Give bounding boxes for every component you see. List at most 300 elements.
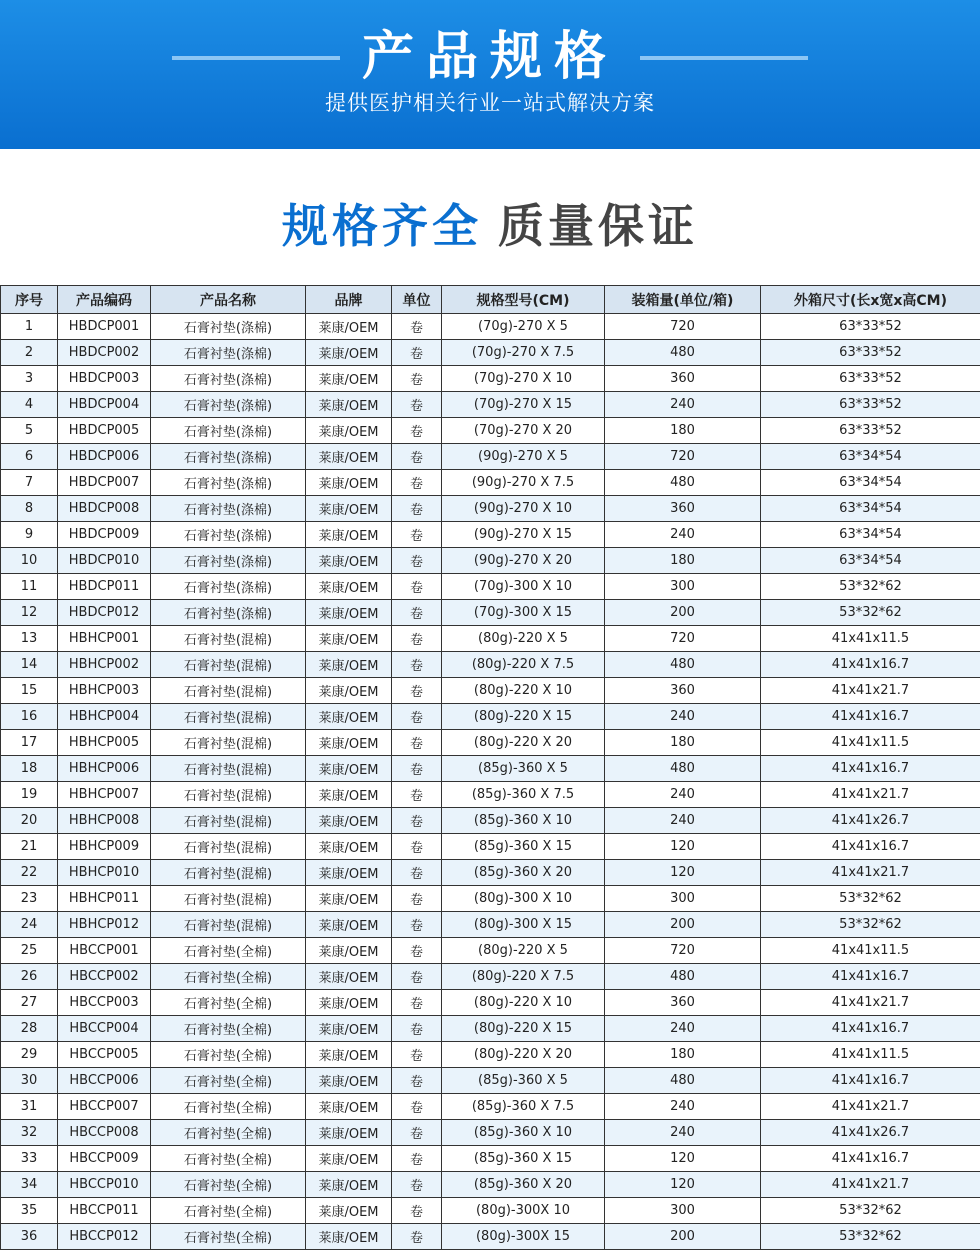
cell-name: 石膏衬垫(混棉)	[151, 860, 306, 886]
cell-code: HBDCP006	[58, 444, 151, 470]
cell-carton-size: 41x41x16.7	[761, 964, 980, 990]
cell-packing: 180	[605, 1042, 761, 1068]
cell-carton-size: 41x41x21.7	[761, 1094, 980, 1120]
cell-brand: 莱康/OEM	[306, 808, 392, 834]
cell-code: HBDCP012	[58, 600, 151, 626]
cell-unit: 卷	[392, 418, 442, 444]
cell-index: 15	[1, 678, 58, 704]
cell-packing: 720	[605, 626, 761, 652]
table-row	[1, 574, 980, 600]
cell-brand: 莱康/OEM	[306, 834, 392, 860]
cell-unit: 卷	[392, 496, 442, 522]
cell-unit: 卷	[392, 522, 442, 548]
cell-name: 石膏衬垫(混棉)	[151, 912, 306, 938]
cell-packing: 480	[605, 340, 761, 366]
cell-packing: 240	[605, 704, 761, 730]
cell-index: 22	[1, 860, 58, 886]
cell-brand: 莱康/OEM	[306, 678, 392, 704]
cell-code: HBHCP004	[58, 704, 151, 730]
table-row	[1, 834, 980, 860]
cell-spec: (90g)-270 X 7.5	[442, 470, 605, 496]
table-row	[1, 1146, 980, 1172]
cell-brand: 莱康/OEM	[306, 496, 392, 522]
cell-packing: 480	[605, 1068, 761, 1094]
cell-name: 石膏衬垫(混棉)	[151, 756, 306, 782]
cell-index: 23	[1, 886, 58, 912]
cell-name: 石膏衬垫(涤棉)	[151, 600, 306, 626]
col-header-index: 序号	[1, 286, 58, 314]
cell-name: 石膏衬垫(涤棉)	[151, 574, 306, 600]
slogan-part-1: 规格齐全	[282, 199, 482, 253]
cell-code: HBCCP007	[58, 1094, 151, 1120]
cell-code: HBDCP010	[58, 548, 151, 574]
cell-name: 石膏衬垫(全棉)	[151, 964, 306, 990]
cell-spec: (85g)-360 X 5	[442, 756, 605, 782]
cell-index: 13	[1, 626, 58, 652]
cell-brand: 莱康/OEM	[306, 1146, 392, 1172]
cell-unit: 卷	[392, 886, 442, 912]
cell-code: HBDCP005	[58, 418, 151, 444]
cell-index: 34	[1, 1172, 58, 1198]
cell-spec: (90g)-270 X 20	[442, 548, 605, 574]
table-row	[1, 756, 980, 782]
cell-code: HBCCP006	[58, 1068, 151, 1094]
cell-unit: 卷	[392, 730, 442, 756]
cell-code: HBCCP001	[58, 938, 151, 964]
cell-index: 19	[1, 782, 58, 808]
cell-code: HBCCP011	[58, 1198, 151, 1224]
table-row	[1, 938, 980, 964]
cell-code: HBDCP001	[58, 314, 151, 340]
cell-code: HBDCP003	[58, 366, 151, 392]
cell-index: 31	[1, 1094, 58, 1120]
cell-name: 石膏衬垫(混棉)	[151, 704, 306, 730]
cell-index: 12	[1, 600, 58, 626]
cell-spec: (80g)-220 X 7.5	[442, 652, 605, 678]
cell-spec: (80g)-220 X 20	[442, 1042, 605, 1068]
cell-spec: (70g)-300 X 15	[442, 600, 605, 626]
table-row	[1, 1016, 980, 1042]
cell-packing: 200	[605, 600, 761, 626]
cell-unit: 卷	[392, 990, 442, 1016]
cell-brand: 莱康/OEM	[306, 1172, 392, 1198]
cell-name: 石膏衬垫(全棉)	[151, 1172, 306, 1198]
cell-code: HBDCP009	[58, 522, 151, 548]
cell-brand: 莱康/OEM	[306, 886, 392, 912]
cell-index: 20	[1, 808, 58, 834]
cell-packing: 720	[605, 314, 761, 340]
cell-unit: 卷	[392, 1094, 442, 1120]
table-row	[1, 392, 980, 418]
cell-unit: 卷	[392, 1198, 442, 1224]
cell-name: 石膏衬垫(混棉)	[151, 678, 306, 704]
cell-unit: 卷	[392, 652, 442, 678]
cell-spec: (80g)-220 X 5	[442, 938, 605, 964]
cell-unit: 卷	[392, 964, 442, 990]
cell-code: HBCCP012	[58, 1224, 151, 1250]
cell-carton-size: 63*33*52	[761, 392, 980, 418]
cell-index: 8	[1, 496, 58, 522]
cell-packing: 480	[605, 470, 761, 496]
cell-name: 石膏衬垫(全棉)	[151, 1094, 306, 1120]
table-row	[1, 704, 980, 730]
col-header-name: 产品名称	[151, 286, 306, 314]
cell-carton-size: 53*32*62	[761, 574, 980, 600]
cell-index: 30	[1, 1068, 58, 1094]
cell-packing: 240	[605, 1120, 761, 1146]
cell-code: HBHCP002	[58, 652, 151, 678]
cell-carton-size: 41x41x11.5	[761, 626, 980, 652]
cell-name: 石膏衬垫(全棉)	[151, 1120, 306, 1146]
cell-packing: 480	[605, 964, 761, 990]
table-row	[1, 990, 980, 1016]
cell-spec: (85g)-360 X 15	[442, 1146, 605, 1172]
cell-packing: 180	[605, 730, 761, 756]
cell-code: HBHCP009	[58, 834, 151, 860]
cell-unit: 卷	[392, 782, 442, 808]
cell-carton-size: 41x41x16.7	[761, 756, 980, 782]
table-row	[1, 1094, 980, 1120]
table-row	[1, 678, 980, 704]
cell-unit: 卷	[392, 626, 442, 652]
cell-brand: 莱康/OEM	[306, 366, 392, 392]
cell-code: HBCCP004	[58, 1016, 151, 1042]
cell-code: HBHCP011	[58, 886, 151, 912]
cell-spec: (80g)-220 X 7.5	[442, 964, 605, 990]
cell-index: 33	[1, 1146, 58, 1172]
cell-index: 24	[1, 912, 58, 938]
cell-index: 35	[1, 1198, 58, 1224]
cell-code: HBHCP003	[58, 678, 151, 704]
cell-carton-size: 53*32*62	[761, 1198, 980, 1224]
cell-spec: (85g)-360 X 5	[442, 1068, 605, 1094]
cell-packing: 480	[605, 652, 761, 678]
cell-carton-size: 41x41x16.7	[761, 704, 980, 730]
cell-carton-size: 63*34*54	[761, 548, 980, 574]
cell-index: 18	[1, 756, 58, 782]
cell-spec: (85g)-360 X 7.5	[442, 782, 605, 808]
cell-packing: 240	[605, 808, 761, 834]
cell-index: 32	[1, 1120, 58, 1146]
cell-code: HBCCP005	[58, 1042, 151, 1068]
cell-carton-size: 63*33*52	[761, 340, 980, 366]
cell-carton-size: 41x41x16.7	[761, 1016, 980, 1042]
cell-name: 石膏衬垫(混棉)	[151, 886, 306, 912]
cell-brand: 莱康/OEM	[306, 1224, 392, 1250]
cell-unit: 卷	[392, 340, 442, 366]
cell-spec: (90g)-270 X 10	[442, 496, 605, 522]
cell-spec: (70g)-270 X 15	[442, 392, 605, 418]
cell-index: 3	[1, 366, 58, 392]
cell-brand: 莱康/OEM	[306, 652, 392, 678]
cell-code: HBHCP005	[58, 730, 151, 756]
cell-index: 27	[1, 990, 58, 1016]
cell-name: 石膏衬垫(涤棉)	[151, 392, 306, 418]
cell-unit: 卷	[392, 548, 442, 574]
cell-code: HBCCP003	[58, 990, 151, 1016]
cell-name: 石膏衬垫(涤棉)	[151, 314, 306, 340]
cell-name: 石膏衬垫(全棉)	[151, 1016, 306, 1042]
cell-brand: 莱康/OEM	[306, 860, 392, 886]
cell-unit: 卷	[392, 392, 442, 418]
table-row	[1, 1042, 980, 1068]
table-row	[1, 314, 980, 340]
table-row	[1, 1198, 980, 1224]
cell-index: 21	[1, 834, 58, 860]
cell-carton-size: 41x41x16.7	[761, 834, 980, 860]
cell-unit: 卷	[392, 938, 442, 964]
cell-code: HBHCP012	[58, 912, 151, 938]
cell-name: 石膏衬垫(涤棉)	[151, 444, 306, 470]
cell-spec: (80g)-300X 15	[442, 1224, 605, 1250]
cell-index: 17	[1, 730, 58, 756]
cell-brand: 莱康/OEM	[306, 1094, 392, 1120]
cell-spec: (80g)-220 X 15	[442, 704, 605, 730]
cell-carton-size: 41x41x11.5	[761, 1042, 980, 1068]
cell-code: HBHCP006	[58, 756, 151, 782]
cell-name: 石膏衬垫(涤棉)	[151, 548, 306, 574]
cell-name: 石膏衬垫(全棉)	[151, 1068, 306, 1094]
cell-index: 4	[1, 392, 58, 418]
cell-packing: 360	[605, 366, 761, 392]
cell-spec: (90g)-270 X 15	[442, 522, 605, 548]
cell-unit: 卷	[392, 1120, 442, 1146]
cell-packing: 240	[605, 782, 761, 808]
cell-code: HBDCP008	[58, 496, 151, 522]
cell-unit: 卷	[392, 444, 442, 470]
cell-index: 7	[1, 470, 58, 496]
cell-name: 石膏衬垫(涤棉)	[151, 470, 306, 496]
cell-spec: (70g)-300 X 10	[442, 574, 605, 600]
table-body	[1, 314, 980, 1250]
cell-index: 1	[1, 314, 58, 340]
cell-carton-size: 63*34*54	[761, 470, 980, 496]
cell-carton-size: 41x41x21.7	[761, 990, 980, 1016]
cell-index: 6	[1, 444, 58, 470]
table-row	[1, 626, 980, 652]
cell-unit: 卷	[392, 678, 442, 704]
cell-brand: 莱康/OEM	[306, 470, 392, 496]
cell-name: 石膏衬垫(全棉)	[151, 1198, 306, 1224]
cell-name: 石膏衬垫(混棉)	[151, 652, 306, 678]
cell-name: 石膏衬垫(混棉)	[151, 834, 306, 860]
cell-brand: 莱康/OEM	[306, 574, 392, 600]
table-row	[1, 418, 980, 444]
cell-packing: 240	[605, 1016, 761, 1042]
table-row	[1, 522, 980, 548]
cell-packing: 720	[605, 444, 761, 470]
cell-brand: 莱康/OEM	[306, 990, 392, 1016]
cell-brand: 莱康/OEM	[306, 730, 392, 756]
table-row	[1, 886, 980, 912]
cell-packing: 300	[605, 574, 761, 600]
cell-brand: 莱康/OEM	[306, 392, 392, 418]
cell-packing: 360	[605, 678, 761, 704]
cell-brand: 莱康/OEM	[306, 444, 392, 470]
cell-unit: 卷	[392, 756, 442, 782]
cell-code: HBDCP011	[58, 574, 151, 600]
cell-packing: 120	[605, 860, 761, 886]
cell-carton-size: 41x41x21.7	[761, 860, 980, 886]
cell-name: 石膏衬垫(混棉)	[151, 730, 306, 756]
col-header-unit: 单位	[392, 286, 442, 314]
cell-name: 石膏衬垫(涤棉)	[151, 522, 306, 548]
cell-unit: 卷	[392, 1224, 442, 1250]
cell-name: 石膏衬垫(全棉)	[151, 1146, 306, 1172]
cell-code: HBHCP008	[58, 808, 151, 834]
table-row	[1, 1224, 980, 1250]
cell-packing: 240	[605, 522, 761, 548]
cell-carton-size: 53*32*62	[761, 1224, 980, 1250]
header-banner	[0, 0, 980, 149]
cell-unit: 卷	[392, 704, 442, 730]
cell-name: 石膏衬垫(全棉)	[151, 1224, 306, 1250]
cell-spec: (80g)-220 X 15	[442, 1016, 605, 1042]
cell-brand: 莱康/OEM	[306, 782, 392, 808]
col-header-spec: 规格型号(CM)	[442, 286, 605, 314]
cell-index: 2	[1, 340, 58, 366]
cell-spec: (80g)-300 X 15	[442, 912, 605, 938]
cell-brand: 莱康/OEM	[306, 548, 392, 574]
cell-packing: 360	[605, 990, 761, 1016]
cell-unit: 卷	[392, 366, 442, 392]
cell-code: HBHCP010	[58, 860, 151, 886]
cell-spec: (85g)-360 X 20	[442, 1172, 605, 1198]
cell-carton-size: 41x41x11.5	[761, 938, 980, 964]
cell-carton-size: 41x41x16.7	[761, 652, 980, 678]
col-header-packing: 装箱量(单位/箱)	[605, 286, 761, 314]
cell-spec: (80g)-220 X 10	[442, 678, 605, 704]
cell-code: HBHCP001	[58, 626, 151, 652]
cell-carton-size: 41x41x21.7	[761, 782, 980, 808]
cell-name: 石膏衬垫(全棉)	[151, 1042, 306, 1068]
cell-spec: (70g)-270 X 20	[442, 418, 605, 444]
cell-carton-size: 41x41x26.7	[761, 1120, 980, 1146]
table-row	[1, 782, 980, 808]
col-header-carton-size: 外箱尺寸(长x宽x高CM)	[761, 286, 980, 314]
table-row	[1, 730, 980, 756]
table-row	[1, 912, 980, 938]
cell-carton-size: 41x41x26.7	[761, 808, 980, 834]
cell-spec: (80g)-220 X 20	[442, 730, 605, 756]
cell-index: 25	[1, 938, 58, 964]
table-row	[1, 600, 980, 626]
cell-unit: 卷	[392, 808, 442, 834]
cell-carton-size: 63*33*52	[761, 314, 980, 340]
cell-unit: 卷	[392, 1068, 442, 1094]
cell-spec: (70g)-270 X 10	[442, 366, 605, 392]
cell-packing: 120	[605, 834, 761, 860]
cell-packing: 360	[605, 496, 761, 522]
table-row	[1, 1172, 980, 1198]
cell-unit: 卷	[392, 574, 442, 600]
cell-carton-size: 63*33*52	[761, 418, 980, 444]
cell-spec: (85g)-360 X 7.5	[442, 1094, 605, 1120]
cell-brand: 莱康/OEM	[306, 1120, 392, 1146]
table-row	[1, 470, 980, 496]
table-row	[1, 808, 980, 834]
cell-packing: 720	[605, 938, 761, 964]
cell-spec: (80g)-220 X 5	[442, 626, 605, 652]
cell-code: HBHCP007	[58, 782, 151, 808]
cell-carton-size: 41x41x16.7	[761, 1146, 980, 1172]
cell-carton-size: 53*32*62	[761, 886, 980, 912]
cell-packing: 300	[605, 1198, 761, 1224]
cell-carton-size: 63*34*54	[761, 444, 980, 470]
cell-brand: 莱康/OEM	[306, 938, 392, 964]
cell-spec: (70g)-270 X 7.5	[442, 340, 605, 366]
cell-brand: 莱康/OEM	[306, 1042, 392, 1068]
col-header-code: 产品编码	[58, 286, 151, 314]
cell-name: 石膏衬垫(涤棉)	[151, 340, 306, 366]
cell-packing: 240	[605, 392, 761, 418]
cell-carton-size: 63*34*54	[761, 496, 980, 522]
cell-brand: 莱康/OEM	[306, 704, 392, 730]
slogan	[0, 195, 980, 257]
cell-unit: 卷	[392, 1172, 442, 1198]
cell-name: 石膏衬垫(混棉)	[151, 626, 306, 652]
cell-carton-size: 53*32*62	[761, 912, 980, 938]
cell-unit: 卷	[392, 470, 442, 496]
banner-title: 产品规格	[361, 27, 618, 87]
cell-spec: (80g)-220 X 10	[442, 990, 605, 1016]
cell-name: 石膏衬垫(涤棉)	[151, 496, 306, 522]
table-header-row	[1, 286, 980, 314]
cell-brand: 莱康/OEM	[306, 1016, 392, 1042]
table-row	[1, 366, 980, 392]
cell-index: 14	[1, 652, 58, 678]
table-row	[1, 340, 980, 366]
cell-spec: (85g)-360 X 20	[442, 860, 605, 886]
cell-name: 石膏衬垫(涤棉)	[151, 418, 306, 444]
table-row	[1, 964, 980, 990]
cell-index: 28	[1, 1016, 58, 1042]
cell-spec: (80g)-300X 10	[442, 1198, 605, 1224]
cell-brand: 莱康/OEM	[306, 340, 392, 366]
cell-name: 石膏衬垫(混棉)	[151, 808, 306, 834]
cell-index: 26	[1, 964, 58, 990]
cell-brand: 莱康/OEM	[306, 912, 392, 938]
cell-carton-size: 41x41x11.5	[761, 730, 980, 756]
table-row	[1, 652, 980, 678]
cell-unit: 卷	[392, 314, 442, 340]
cell-spec: (85g)-360 X 15	[442, 834, 605, 860]
cell-packing: 120	[605, 1172, 761, 1198]
cell-packing: 200	[605, 1224, 761, 1250]
cell-spec: (90g)-270 X 5	[442, 444, 605, 470]
cell-index: 5	[1, 418, 58, 444]
cell-code: HBDCP007	[58, 470, 151, 496]
cell-packing: 240	[605, 1094, 761, 1120]
cell-carton-size: 63*33*52	[761, 366, 980, 392]
cell-packing: 480	[605, 756, 761, 782]
cell-unit: 卷	[392, 912, 442, 938]
col-header-brand: 品牌	[306, 286, 392, 314]
cell-brand: 莱康/OEM	[306, 626, 392, 652]
cell-brand: 莱康/OEM	[306, 1068, 392, 1094]
cell-unit: 卷	[392, 834, 442, 860]
cell-brand: 莱康/OEM	[306, 314, 392, 340]
slogan-part-2: 质量保证	[498, 199, 698, 253]
cell-index: 10	[1, 548, 58, 574]
cell-code: HBDCP002	[58, 340, 151, 366]
table-row	[1, 548, 980, 574]
cell-carton-size: 41x41x16.7	[761, 1068, 980, 1094]
cell-brand: 莱康/OEM	[306, 522, 392, 548]
cell-brand: 莱康/OEM	[306, 600, 392, 626]
table-row	[1, 496, 980, 522]
cell-name: 石膏衬垫(全棉)	[151, 990, 306, 1016]
